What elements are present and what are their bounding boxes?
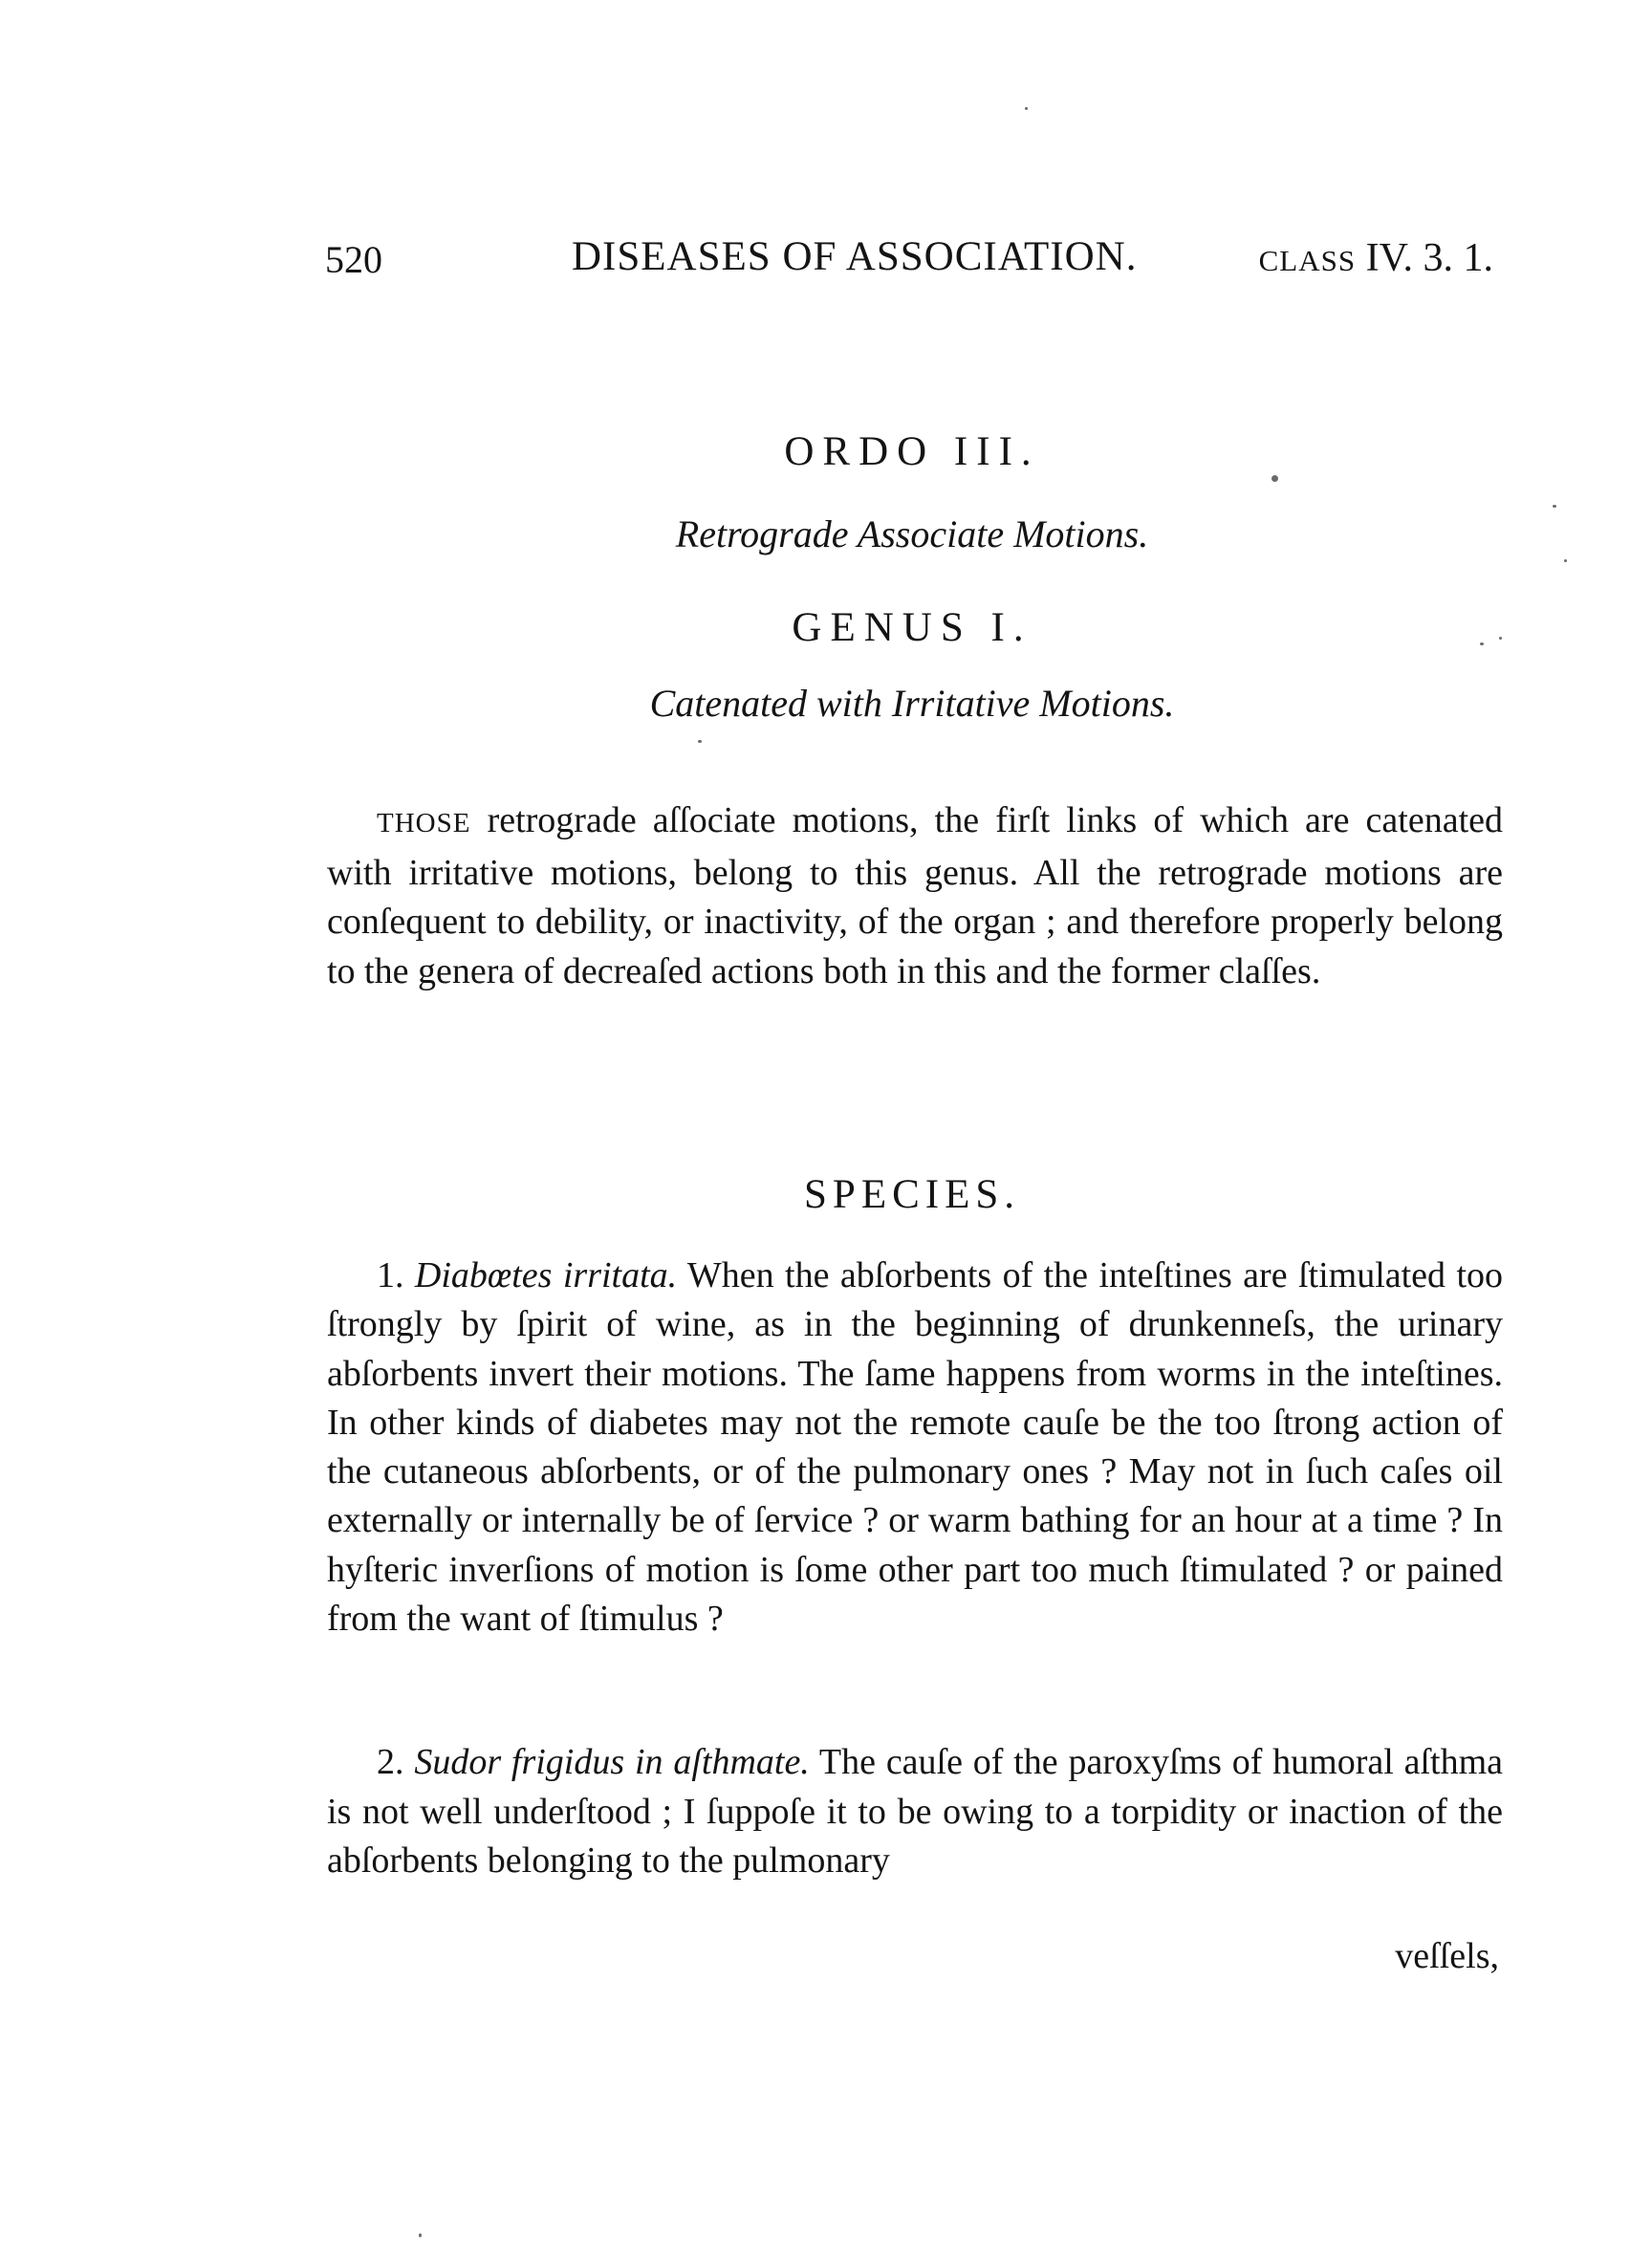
species-number: 1. <box>377 1255 404 1295</box>
paper-speck <box>1564 559 1567 562</box>
genus-subtitle: Catenated with Irritative Motions. <box>649 682 1175 725</box>
running-head <box>325 233 1493 291</box>
genus-heading: GENUS I. <box>792 605 1032 650</box>
page-number: 520 <box>325 238 382 281</box>
species-number: 2. <box>377 1742 404 1782</box>
paper-speck <box>1480 642 1484 645</box>
paper-speck <box>1499 637 1502 640</box>
catchword: veſſels, <box>1395 1936 1499 1976</box>
species-item <box>327 1252 1503 1644</box>
paper-speck <box>1272 475 1278 482</box>
paper-speck <box>419 2233 422 2237</box>
species-text: The cauſe of the paroxyſms of humoral aſthma is not well underſtood ; I ſuppoſe it to be owing to a torpidity or inaction of the abſorbents belonging to the pulmonary <box>327 1742 1504 1881</box>
species-text: When the abſorbents of the inteſtines are ſtimulated too ſtrongly by ſpirit of wine, as in the beginning of drunkenneſs, the urinary abſorbents invert their motions. The ſame happens from worms in the inteſtines. In other kinds of diabetes may not the remote cauſe be the too ſtrong action of the cutaneous abſorbents, or of the pulmonary ones ? May not in ſuch caſes oil externally or internally be of ſervice ? or warm bathing for an hour at a time ? In hyſteric inverſions of motion is ſome other part too much ſtimulated ? or pained from the want of ſtimulus ? <box>327 1255 1503 1640</box>
ordo-subtitle: Retrograde Associate Motions. <box>675 512 1149 555</box>
intro-paragraph <box>327 796 1503 996</box>
class-reference <box>1259 235 1493 281</box>
paper-speck <box>1025 107 1028 110</box>
species-item <box>327 1738 1503 1886</box>
class-number: IV. 3. 1. <box>1365 236 1493 280</box>
species-name: Diabœtes irritata. <box>414 1255 678 1295</box>
running-title: DISEASES OF ASSOCIATION. <box>572 234 1138 279</box>
species-heading: SPECIES. <box>803 1172 1021 1217</box>
paper-speck <box>1553 505 1556 508</box>
paper-speck <box>698 740 702 743</box>
ordo-heading: ORDO III. <box>784 429 1040 474</box>
species-name: Sudor frigidus in aſthmate. <box>414 1742 810 1782</box>
class-label: CLASS <box>1258 244 1357 277</box>
intro-first-word: THOSE <box>377 808 471 838</box>
intro-text: retrograde aſſociate motions, the firſt links of which are catenated with irritative motions, belong to this genus. All the retrograde motions are conſequent to debility, or inactivity, of the organ ; and therefore properly belong to the genera of decreaſed actions both in this and the former claſſes. <box>327 800 1503 991</box>
